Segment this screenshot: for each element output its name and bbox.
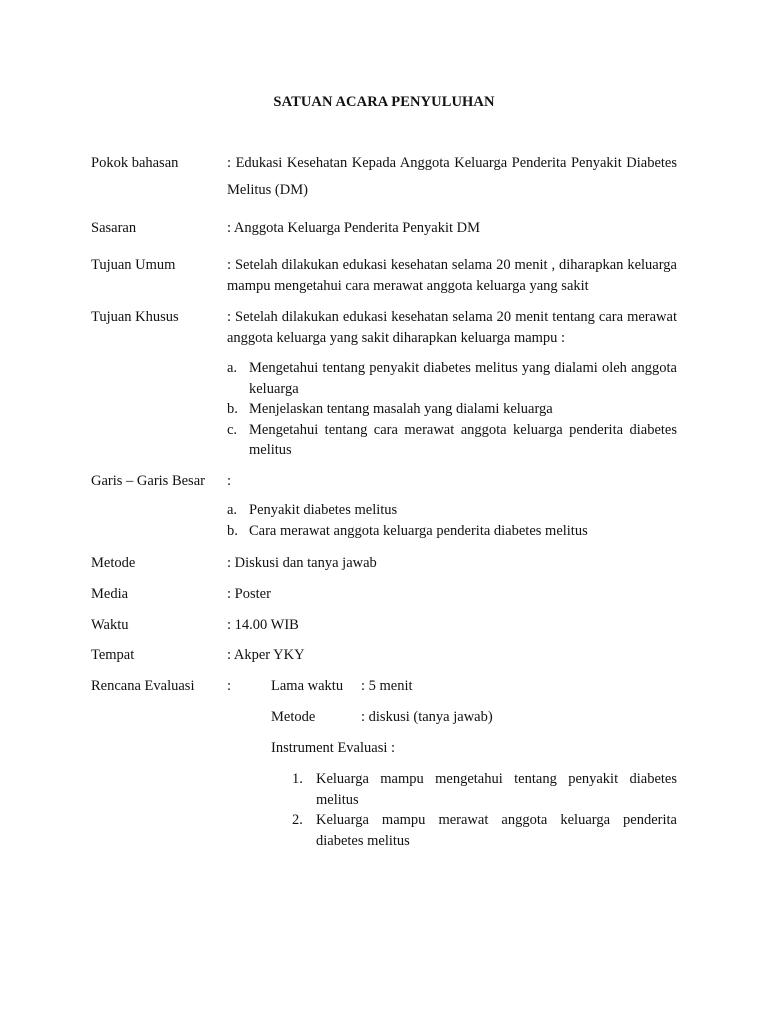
tempat-label: Tempat xyxy=(91,647,135,663)
waktu-label: Waktu xyxy=(91,617,129,633)
instrument-evaluasi-label: Instrument Evaluasi : xyxy=(271,740,396,756)
list-item xyxy=(227,420,677,461)
lama-waktu-key: Lama waktu xyxy=(271,678,344,694)
list-marker: 1. xyxy=(292,771,303,787)
tujuan-khusus-list xyxy=(227,358,677,461)
list-item-text: Cara merawat anggota keluarga penderita diabetes melitus xyxy=(249,522,588,539)
metode-label: Metode xyxy=(91,555,136,571)
eval-metode-key: Metode xyxy=(271,709,316,725)
list-marker: b. xyxy=(227,522,238,539)
tempat-value: : Akper YKY xyxy=(227,647,305,663)
tujuan-umum-value: : Setelah dilakukan edukasi kesehatan selama 20 menit , diharapkan keluarga mampu mengetahui cara merawat anggota keluarga yang sakit xyxy=(227,257,677,294)
media-value: : Poster xyxy=(227,586,271,602)
lama-waktu-value: : 5 menit xyxy=(361,678,413,694)
eval-metode-row xyxy=(271,707,493,728)
list-item-text: Keluarga mampu mengetahui tentang penyakit diabetes melitus xyxy=(316,771,677,808)
list-marker: b. xyxy=(227,401,238,417)
list-item xyxy=(292,769,677,810)
waktu-value: : 14.00 WIB xyxy=(227,617,299,633)
list-marker: c. xyxy=(227,421,238,438)
list-item-text: Mengetahui tentang penyakit diabetes melitus yang dialami oleh anggota keluarga xyxy=(249,360,677,397)
tujuan-khusus-value: : Setelah dilakukan edukasi kesehatan selama 20 menit tentang cara merawat anggota keluarga yang sakit diharapkan keluarga mampu : xyxy=(227,309,677,346)
media-label: Media xyxy=(91,586,129,602)
list-item xyxy=(227,358,677,399)
pokok-bahasan-value: : Edukasi Kesehatan Kepada Anggota Keluarga Penderita Penyakit Diabetes Melitus (DM) xyxy=(227,155,677,198)
tujuan-khusus-label: Tujuan Khusus xyxy=(91,309,179,325)
list-marker: a. xyxy=(227,502,238,518)
eval-metode-value: : diskusi (tanya jawab) xyxy=(361,709,493,725)
pokok-bahasan-label: Pokok bahasan xyxy=(91,155,179,171)
metode-value: : Diskusi dan tanya jawab xyxy=(227,555,377,571)
rencana-evaluasi-colon: : xyxy=(227,678,232,694)
list-item xyxy=(227,399,677,420)
lama-waktu-row xyxy=(271,676,413,697)
garis-besar-label: Garis – Garis Besar xyxy=(91,473,205,489)
list-marker: a. xyxy=(227,360,238,376)
list-item xyxy=(292,810,677,851)
list-item xyxy=(227,500,677,521)
document-title: SATUAN ACARA PENYULUHAN xyxy=(273,94,495,110)
list-item-text: Mengetahui tentang cara merawat anggota keluarga penderita diabetes melitus xyxy=(249,421,677,458)
garis-besar-colon: : xyxy=(227,473,232,489)
sasaran-label: Sasaran xyxy=(91,220,137,236)
rencana-evaluasi-label: Rencana Evaluasi xyxy=(91,678,195,694)
list-item-text: Menjelaskan tentang masalah yang dialami keluarga xyxy=(249,401,553,417)
sasaran-value: : Anggota Keluarga Penderita Penyakit DM xyxy=(227,220,481,236)
garis-besar-list xyxy=(227,500,677,541)
list-marker: 2. xyxy=(292,812,303,828)
list-item-text: Keluarga mampu merawat anggota keluarga penderita diabetes melitus xyxy=(316,812,677,849)
list-item xyxy=(227,521,677,542)
list-item-text: Penyakit diabetes melitus xyxy=(249,502,398,518)
tujuan-umum-label: Tujuan Umum xyxy=(91,257,176,273)
instrument-evaluasi-list xyxy=(292,769,677,851)
